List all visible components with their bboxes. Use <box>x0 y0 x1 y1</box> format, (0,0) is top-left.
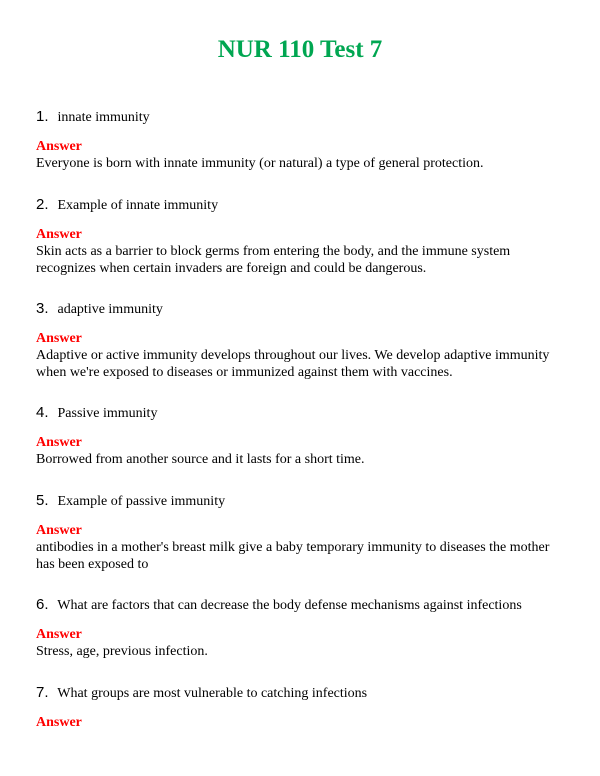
question-number: 7. <box>36 684 49 701</box>
answer-text: Borrowed from another source and it lasts for a short time. <box>36 452 365 467</box>
qa-item <box>36 108 566 172</box>
answer-label: Answer <box>36 227 82 242</box>
answer-text: antibodies in a mother's breast milk give a baby temporary immunity to diseases the mother has been exposed to <box>36 540 550 572</box>
qa-item <box>36 300 566 381</box>
qa-item <box>36 196 566 277</box>
question-text: Example of innate immunity <box>57 198 219 213</box>
question-text: Passive immunity <box>57 406 158 421</box>
question <box>36 300 566 318</box>
question-text: Example of passive immunity <box>57 494 226 509</box>
answer-label: Answer <box>36 627 82 642</box>
question-text: What groups are most vulnerable to catching infections <box>57 686 368 701</box>
question-number: 3. <box>36 300 49 317</box>
question <box>36 684 566 702</box>
answer-label: Answer <box>36 331 82 346</box>
question-number: 5. <box>36 492 49 509</box>
qa-item <box>36 684 566 731</box>
answer-text: Skin acts as a barrier to block germs from entering the body, and the immune system recognizes when certain invaders are foreign and could be dangerous. <box>36 244 511 276</box>
document-title: NUR 110 Test 7 <box>217 36 383 63</box>
question-number: 1. <box>36 108 49 125</box>
answer-text: Stress, age, previous infection. <box>36 644 208 659</box>
answer-label: Answer <box>36 715 82 730</box>
question <box>36 404 566 422</box>
question-number: 2. <box>36 196 49 213</box>
question-text: What are factors that can decrease the body defense mechanisms against infections <box>57 598 522 613</box>
qa-item <box>36 492 566 573</box>
answer-label: Answer <box>36 139 82 154</box>
question <box>36 196 566 214</box>
answer-text: Everyone is born with innate immunity (or natural) a type of general protection. <box>36 156 484 171</box>
answer-text: Adaptive or active immunity develops throughout our lives. We develop adaptive immunity when we're exposed to diseases or immunized against them with vaccines. <box>36 348 550 380</box>
qa-item <box>36 596 566 660</box>
qa-item <box>36 404 566 468</box>
question <box>36 108 566 126</box>
answer-label: Answer <box>36 523 82 538</box>
question <box>36 492 566 510</box>
question-text: adaptive immunity <box>57 302 163 317</box>
question-number: 4. <box>36 404 49 421</box>
answer-label: Answer <box>36 435 82 450</box>
question <box>36 596 566 614</box>
question-text: innate immunity <box>57 110 150 125</box>
question-number: 6. <box>36 596 49 613</box>
